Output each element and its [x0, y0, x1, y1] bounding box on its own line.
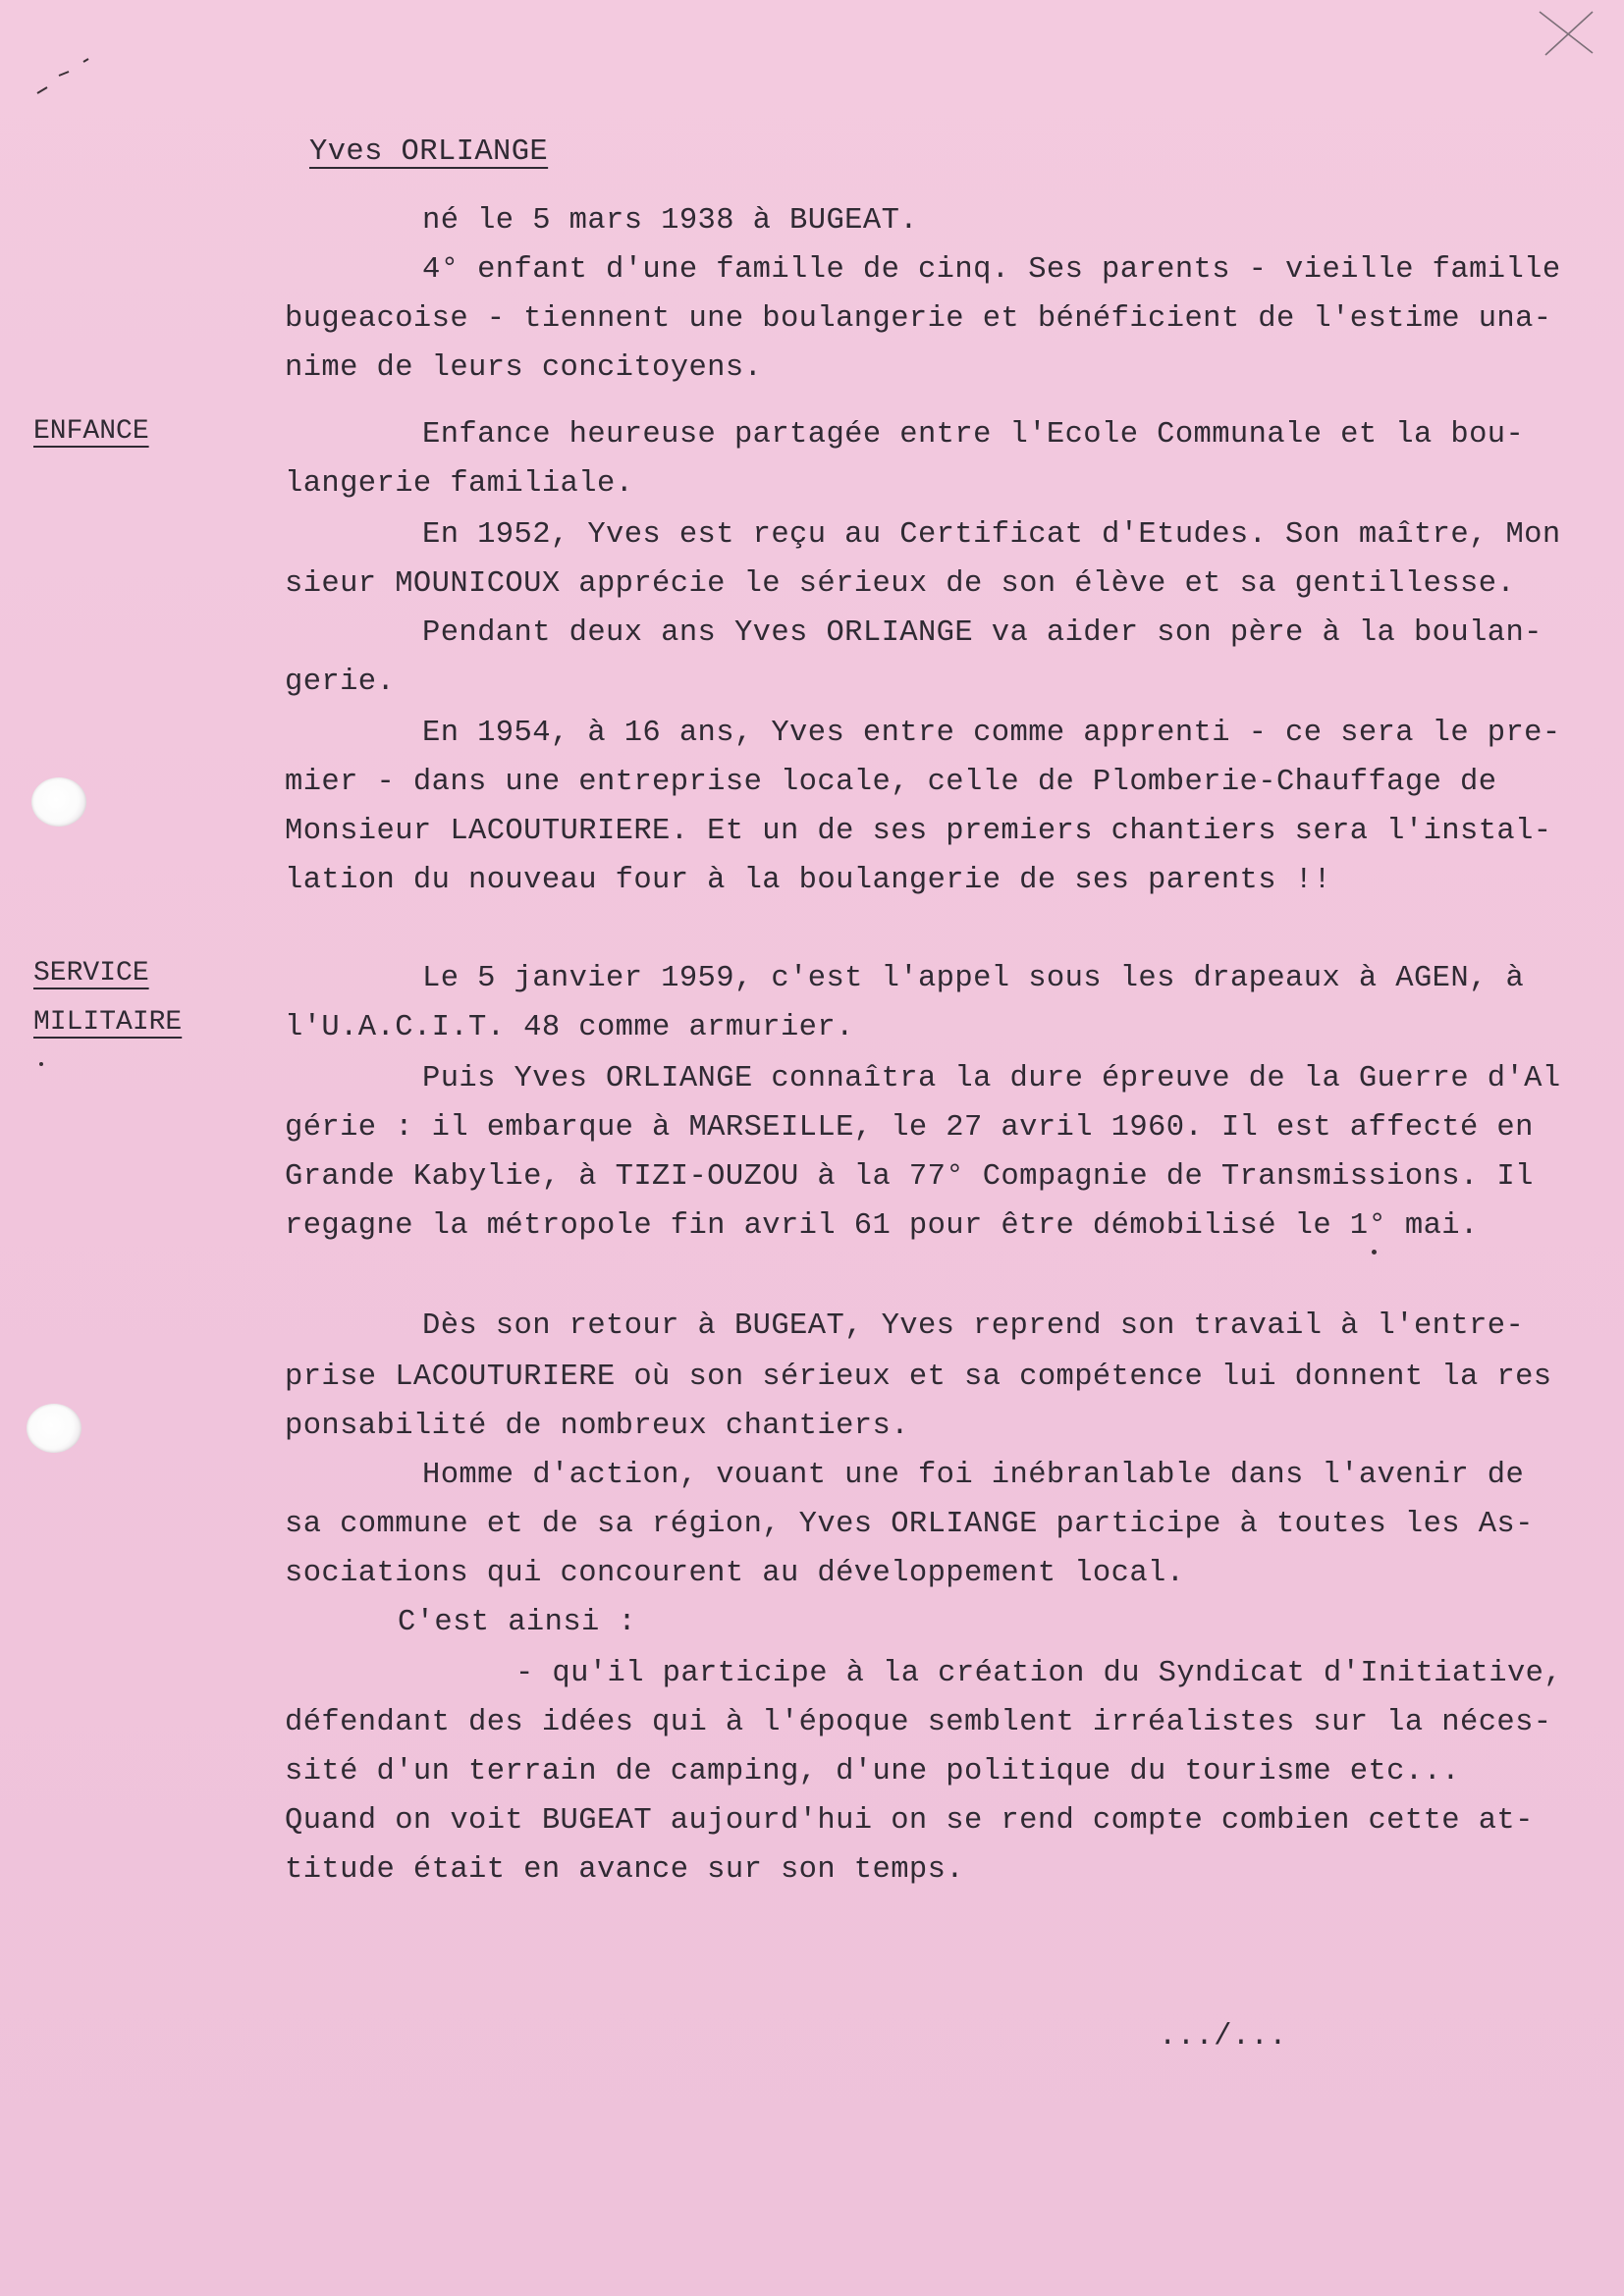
text-line: Enfance heureuse partagée entre l'Ecole Communale et la bou- — [422, 418, 1525, 452]
text-line: sieur MOUNICOUX apprécie le sérieux de son élève et sa gentillesse. — [285, 567, 1516, 601]
text-line: C'est ainsi : — [398, 1606, 637, 1639]
margin-note-militaire: MILITAIRE — [33, 1007, 183, 1038]
text-line: mier - dans une entreprise locale, celle de Plomberie-Chauffage de — [285, 766, 1497, 799]
ink-dot — [39, 1062, 43, 1066]
text-line: Pendant deux ans Yves ORLIANGE va aider son père à la boulan- — [422, 616, 1543, 650]
text-line: défendant des idées qui à l'époque semblent irréalistes sur la néces- — [285, 1706, 1552, 1739]
margin-note-service: SERVICE — [33, 958, 149, 988]
text-line: né le 5 mars 1938 à BUGEAT. — [422, 204, 918, 238]
text-line: lation du nouveau four à la boulangerie de ses parents !! — [285, 864, 1332, 897]
text-line: ponsabilité de nombreux chantiers. — [285, 1410, 909, 1443]
pencil-mark-icon — [29, 54, 98, 103]
text-line: Monsieur LACOUTURIERE. Et un de ses premiers chantiers sera l'instal- — [285, 815, 1552, 848]
text-line: sociations qui concourent au développement local. — [285, 1557, 1185, 1590]
text-line: Dès son retour à BUGEAT, Yves reprend son travail à l'entre- — [422, 1309, 1525, 1343]
text-line: nime de leurs concitoyens. — [285, 351, 763, 385]
text-line: langerie familiale. — [285, 467, 634, 501]
text-line: En 1954, à 16 ans, Yves entre comme apprenti - ce sera le pre- — [422, 717, 1561, 750]
cross-mark-icon — [1532, 8, 1600, 57]
text-line: - qu'il participe à la création du Syndicat d'Initiative, — [515, 1657, 1563, 1690]
text-line: Grande Kabylie, à TIZI-OUZOU à la 77° Compagnie de Transmissions. Il — [285, 1160, 1534, 1194]
text-line: Puis Yves ORLIANGE connaîtra la dure épreuve de la Guerre d'Al — [422, 1062, 1561, 1095]
text-line: gerie. — [285, 666, 396, 699]
punch-hole-bottom — [27, 1404, 81, 1453]
text-line: gérie : il embarque à MARSEILLE, le 27 avril 1960. Il est affecté en — [285, 1111, 1534, 1145]
text-line: titude était en avance sur son temps. — [285, 1853, 965, 1887]
text-line: prise LACOUTURIERE où son sérieux et sa compétence lui donnent la res — [285, 1361, 1552, 1394]
ink-dot — [1372, 1250, 1377, 1255]
continuation-mark: .../... — [1159, 2020, 1287, 2054]
margin-note-enfance: ENFANCE — [33, 416, 149, 447]
text-line: regagne la métropole fin avril 61 pour être démobilisé le 1° mai. — [285, 1209, 1479, 1243]
text-line: En 1952, Yves est reçu au Certificat d'Etudes. Son maître, Mon — [422, 518, 1561, 552]
text-line: sité d'un terrain de camping, d'une politique du tourisme etc... — [285, 1755, 1460, 1789]
text-line: bugeacoise - tiennent une boulangerie et bénéficient de l'estime una- — [285, 302, 1552, 336]
text-line: l'U.A.C.I.T. 48 comme armurier. — [285, 1011, 854, 1044]
text-line: Quand on voit BUGEAT aujourd'hui on se rend compte combien cette at- — [285, 1804, 1534, 1838]
punch-hole-top — [31, 777, 86, 827]
text-line: Le 5 janvier 1959, c'est l'appel sous les drapeaux à AGEN, à — [422, 962, 1525, 995]
text-line: 4° enfant d'une famille de cinq. Ses parents - vieille famille — [422, 253, 1561, 287]
text-line: Homme d'action, vouant une foi inébranlable dans l'avenir de — [422, 1459, 1525, 1492]
page-title: Yves ORLIANGE — [309, 135, 549, 169]
text-line: sa commune et de sa région, Yves ORLIANGE participe à toutes les As- — [285, 1508, 1534, 1541]
